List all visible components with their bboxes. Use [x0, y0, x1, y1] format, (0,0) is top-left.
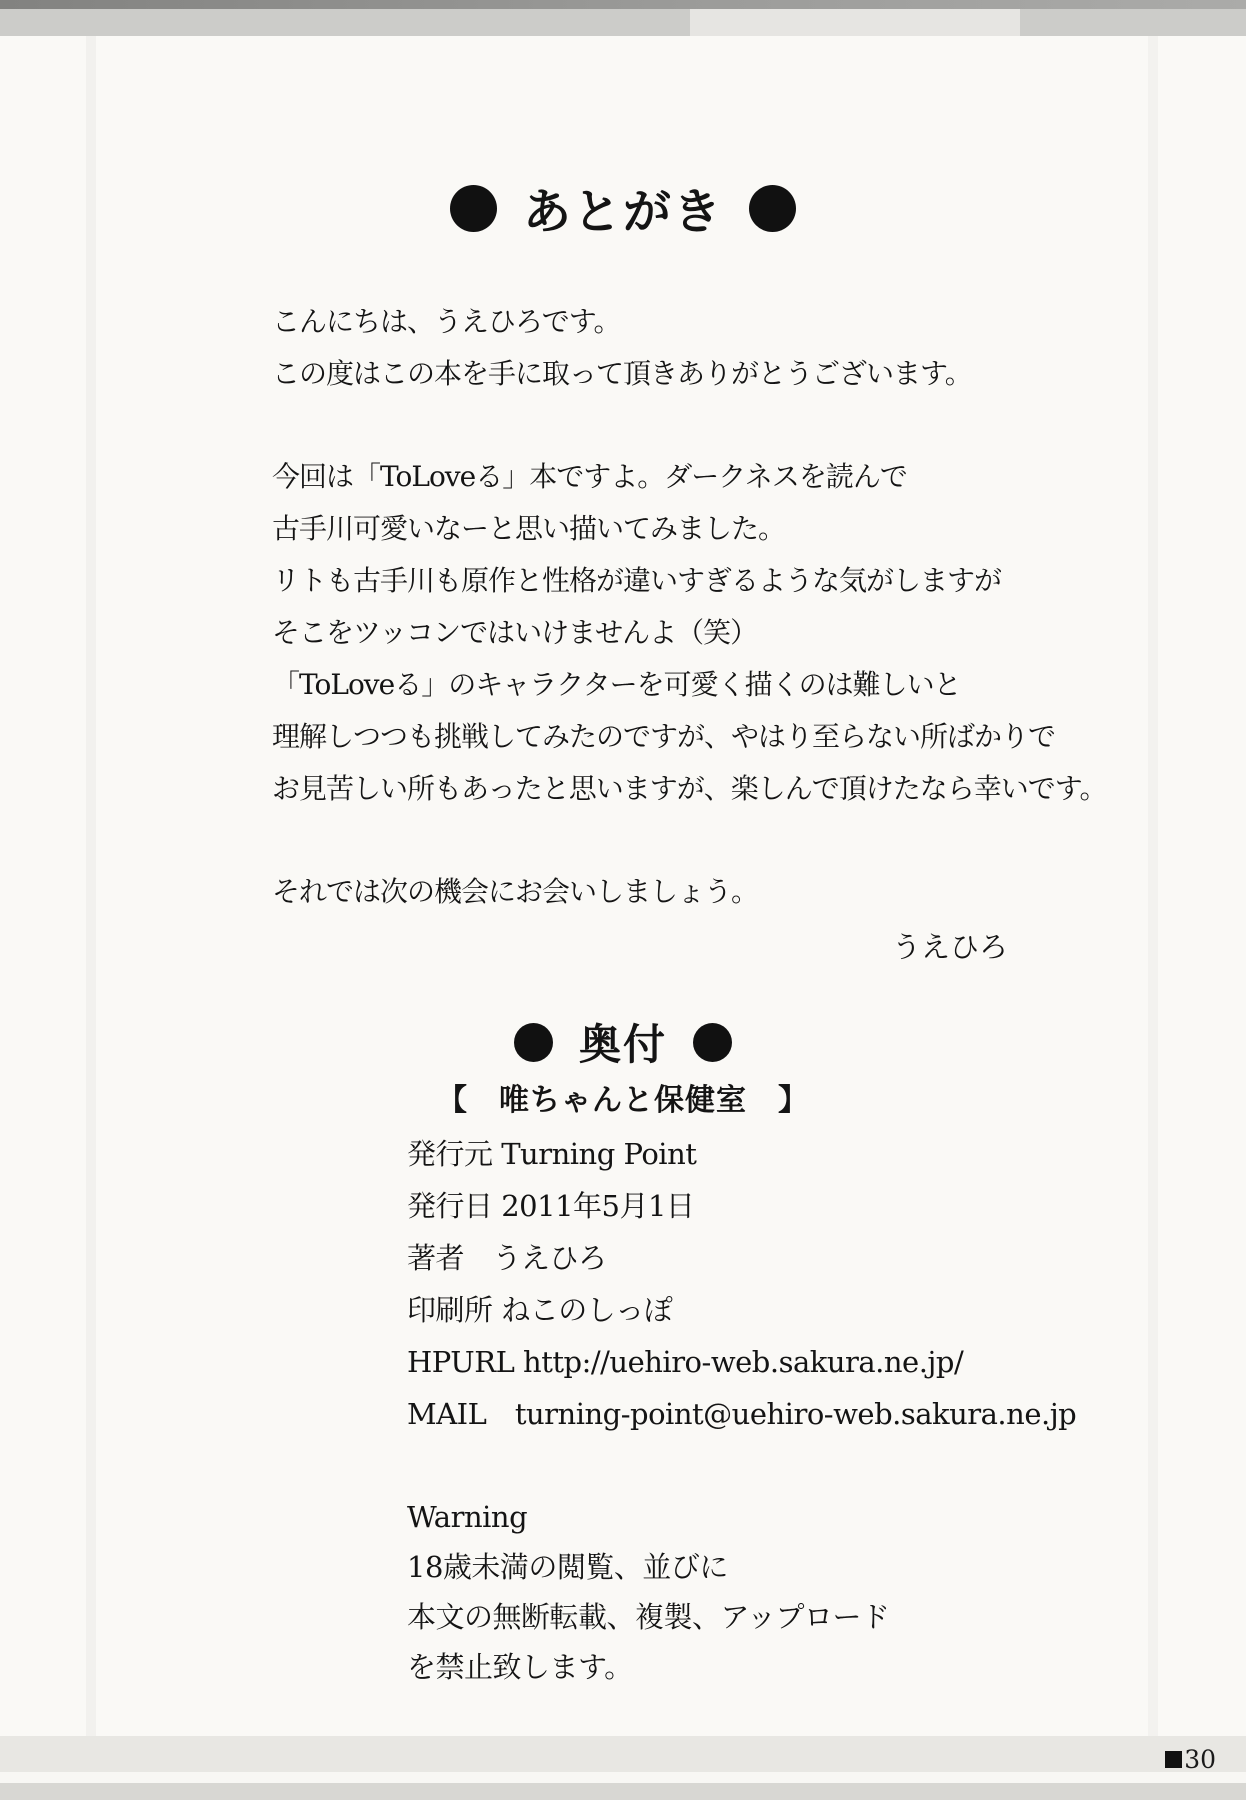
book-title: 【 唯ちゃんと保健室 】: [437, 1083, 809, 1118]
bullet-circle-icon: [749, 185, 796, 232]
scan-edge-top: [0, 0, 1246, 36]
colophon-entry-date: 発行日 2011年5月1日: [407, 1189, 695, 1223]
scan-edge-bottom-band1: [0, 1736, 1246, 1772]
page-marker-square-icon: [1165, 1751, 1182, 1768]
bullet-circle-icon: [450, 185, 497, 232]
afterword-closing: それでは次の機会にお会いしましょう。: [272, 875, 759, 908]
author-signature: うえひろ: [891, 930, 1008, 964]
colophon-entry-author: 著者 うえひろ: [407, 1241, 607, 1275]
afterword-greeting: [272, 296, 972, 400]
afterword-title-text: あとがき: [522, 183, 723, 240]
scan-edge-top-dark-line: [0, 0, 1246, 9]
afterword-line: お見苦しい所もあったと思いますが、楽しんで頂けたなら幸いです。: [272, 772, 1107, 805]
scan-streak-left: [86, 36, 96, 1736]
afterword-title: [0, 178, 1246, 242]
colophon-entries: [407, 1128, 1076, 1440]
page-number: [1165, 1747, 1216, 1772]
afterword-line: そこをツッコンではいけませんよ（笑）: [272, 616, 758, 649]
warning-title: Warning: [407, 1500, 528, 1534]
afterword-line: 理解しつつも挑戦してみたのですが、やはり至らない所ばかりで: [272, 720, 1056, 753]
afterword-line: この度はこの本を手に取って頂きありがとうございます。: [272, 357, 972, 390]
colophon-entry-hpurl: HPURL http://uehiro-web.sakura.ne.jp/: [407, 1345, 964, 1379]
warning-line: 本文の無断転載、複製、アップロード: [407, 1600, 890, 1634]
scan-edge-bottom-band3: [0, 1783, 1246, 1800]
afterword-line: 「ToLoveる」のキャラクターを可愛く描くのは難しいと: [272, 668, 961, 701]
colophon-entry-mail: MAIL turning-point@uehiro-web.sakura.ne.jp: [407, 1397, 1077, 1431]
afterword-line: 古手川可愛いなーと思い描いてみました。: [272, 512, 786, 545]
colophon-entry-printer: 印刷所 ねこのしっぽ: [407, 1293, 673, 1327]
colophon-title-text: 奥付: [578, 1020, 667, 1069]
afterword-line: こんにちは、うえひろです。: [272, 305, 621, 338]
colophon-title: [0, 1014, 1246, 1073]
scan-edge-bottom-band2: [0, 1772, 1246, 1783]
bullet-circle-icon: [693, 1023, 732, 1062]
afterword-line: 今回は「ToLoveる」本ですよ。ダークネスを読んで: [272, 460, 907, 493]
afterword-main-paragraph: [272, 451, 1106, 815]
bullet-circle-icon: [514, 1023, 553, 1062]
warning-line: 18歳未満の閲覧、並びに: [407, 1550, 728, 1584]
colophon-entry-publisher: 発行元 Turning Point: [407, 1137, 697, 1171]
page-number-text: 30: [1184, 1745, 1216, 1774]
scan-edge-top-light-patch: [690, 9, 1020, 36]
warning-section: [407, 1492, 889, 1692]
warning-line: を禁止致します。: [407, 1650, 633, 1684]
afterword-line: リトも古手川も原作と性格が違いすぎるような気がしますが: [272, 564, 1002, 597]
scan-streak-right: [1148, 36, 1158, 1736]
scan-edge-bottom: [0, 1736, 1246, 1800]
